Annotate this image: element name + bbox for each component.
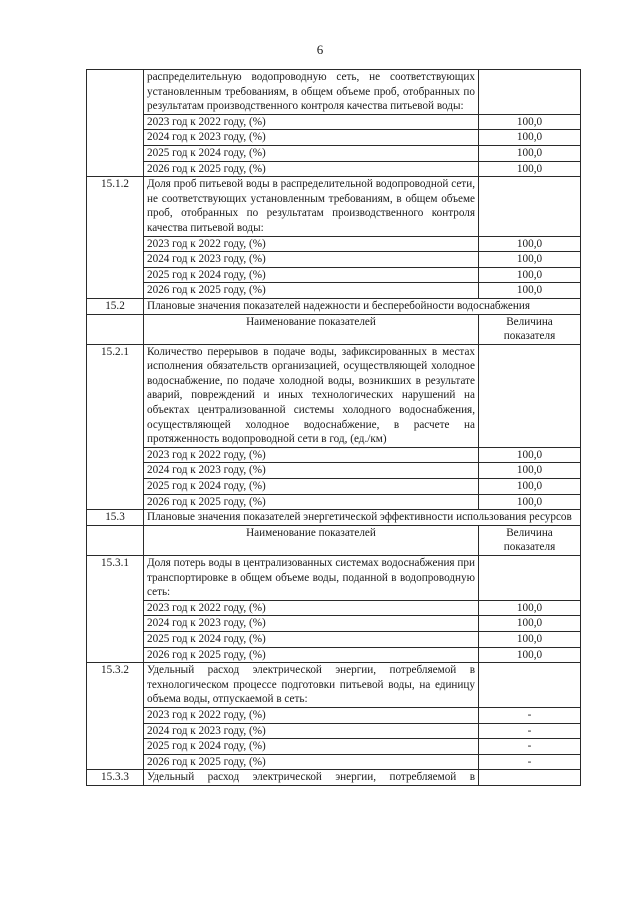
value-cell: - [479,739,581,755]
year-label: 2024 год к 2023 году, (%) [144,463,479,479]
value-cell: 100,0 [479,647,581,663]
value-cell: 100,0 [479,236,581,252]
indicator-text: Удельный расход электрической энергии, потребляемой в технологическом процессе подготовки питьевой воды, на единицу объема воды, отпускаемой в сеть: [144,663,479,708]
indicator-text: Удельный расход электрической энергии, потребляемой в [144,770,479,786]
value-cell: 100,0 [479,494,581,510]
table-row [87,236,581,252]
row-number: 15.1.2 [87,177,144,299]
year-label: 2024 год к 2023 году, (%) [144,616,479,632]
year-label: 2025 год к 2024 году, (%) [144,267,479,283]
table-row [87,647,581,663]
table-row [87,267,581,283]
table-row [87,130,581,146]
indicator-text: Доля потерь воды в централизованных системах водоснабжения при транспортировке в общем объеме воды, поданной в водопроводную сеть: [144,556,479,601]
column-header-value-line2: показателя [503,330,556,343]
year-label: 2024 год к 2023 году, (%) [144,723,479,739]
table-row [87,723,581,739]
value-cell [479,663,581,708]
table-row [87,283,581,299]
indicator-text: Количество перерывов в подаче воды, зафиксированных в местах исполнения обязательств организацией, осуществляющей холодное водоснабжение, по подаче холодной воды, возникших в результате аварий, повреждений и иных технологических нарушений на объектах централизованной системы холодного водоснабжения, осуществляющей холодное водоснабжение, в расчете на протяженность водопроводной сети в год, (ед./км) [144,344,479,447]
table-row [87,161,581,177]
value-cell [479,70,581,115]
year-label: 2026 год к 2025 году, (%) [144,161,479,177]
row-number: 15.2.1 [87,344,144,510]
value-cell: 100,0 [479,145,581,161]
column-header-value-line1: Величина [506,526,553,539]
year-label: 2025 год к 2024 году, (%) [144,479,479,495]
table-row [87,463,581,479]
value-cell: 100,0 [479,616,581,632]
year-label: 2026 год к 2025 году, (%) [144,754,479,770]
column-header-value-line2: показателя [503,541,556,554]
table-row [87,344,581,447]
table-row [87,145,581,161]
column-header-row [87,314,581,344]
value-cell: 100,0 [479,130,581,146]
value-cell: 100,0 [479,161,581,177]
indicator-text: Доля проб питьевой воды в распределительной водопроводной сети, не соответствующих установленным требованиям, в общем объеме проб, отобранных по результатам производственного контроля качества питьевой воды: [144,177,479,236]
table-row [87,479,581,495]
row-number: 15.3 [87,510,144,526]
row-number [87,314,144,344]
year-label: 2023 год к 2022 году, (%) [144,707,479,723]
year-label: 2025 год к 2024 году, (%) [144,145,479,161]
year-label: 2023 год к 2022 году, (%) [144,114,479,130]
value-cell: 100,0 [479,252,581,268]
row-number: 15.3.1 [87,556,144,663]
year-label: 2026 год к 2025 году, (%) [144,283,479,299]
table-row [87,600,581,616]
table-row [87,252,581,268]
value-cell [479,556,581,601]
table-row [87,556,581,601]
row-number [87,70,144,177]
value-cell: 100,0 [479,631,581,647]
section-title: Плановые значения показателей энергетической эффективности использования ресурсов [144,510,581,526]
row-number: 15.2 [87,298,144,314]
section-title: Плановые значения показателей надежности и бесперебойности водоснабжения [144,298,581,314]
table-row [87,739,581,755]
section-heading-row [87,510,581,526]
value-cell: - [479,707,581,723]
year-label: 2025 год к 2024 году, (%) [144,631,479,647]
value-cell: 100,0 [479,479,581,495]
table-row [87,616,581,632]
value-cell: 100,0 [479,114,581,130]
year-label: 2024 год к 2023 году, (%) [144,130,479,146]
value-cell [479,344,581,447]
table-row [87,707,581,723]
column-header-name: Наименование показателей [144,525,479,555]
column-header-value-line1: Величина [506,315,553,328]
table-row [87,177,581,236]
table-row [87,770,581,786]
column-header-value [479,525,581,555]
year-label: 2024 год к 2023 году, (%) [144,252,479,268]
value-cell: 100,0 [479,600,581,616]
column-header-row [87,525,581,555]
table-row [87,494,581,510]
value-cell: 100,0 [479,283,581,299]
column-header-value [479,314,581,344]
value-cell: 100,0 [479,267,581,283]
indicator-text: распределительную водопроводную сеть, не соответствующих установленным требованиям, в общем объеме проб, отобранных по результатам производственного контроля качества питьевой воды: [144,70,479,115]
table-row [87,447,581,463]
year-label: 2026 год к 2025 году, (%) [144,494,479,510]
value-cell: - [479,723,581,739]
value-cell: 100,0 [479,463,581,479]
page-number: 6 [316,42,324,57]
column-header-name: Наименование показателей [144,314,479,344]
indicators-table [86,69,581,786]
row-number: 15.3.3 [87,770,144,786]
value-cell: 100,0 [479,447,581,463]
year-label: 2023 год к 2022 году, (%) [144,447,479,463]
value-cell [479,770,581,786]
value-cell: - [479,754,581,770]
table-row [87,631,581,647]
value-cell [479,177,581,236]
table-row [87,114,581,130]
year-label: 2025 год к 2024 году, (%) [144,739,479,755]
table-row [87,70,581,115]
section-heading-row [87,298,581,314]
row-number [87,525,144,555]
table-row [87,663,581,708]
year-label: 2023 год к 2022 году, (%) [144,236,479,252]
year-label: 2026 год к 2025 году, (%) [144,647,479,663]
table-row [87,754,581,770]
row-number: 15.3.2 [87,663,144,770]
year-label: 2023 год к 2022 году, (%) [144,600,479,616]
